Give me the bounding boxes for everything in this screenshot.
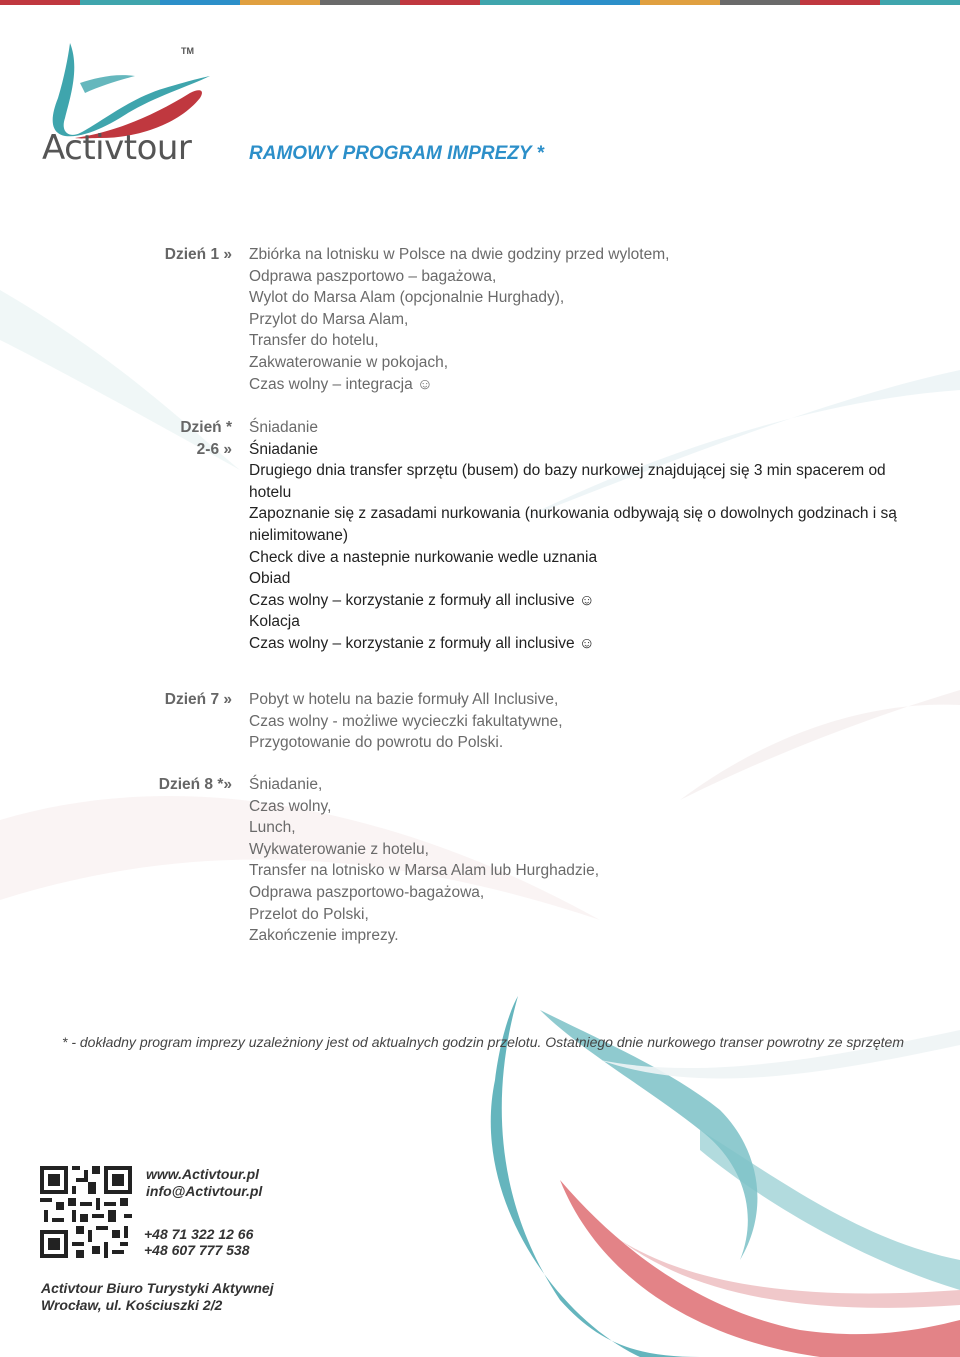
day-2-6-program (249, 417, 929, 655)
qr-code-icon (40, 1166, 132, 1258)
program-line: Czas wolny – korzystanie z formuły all inclusive ☺ (249, 634, 595, 652)
program-line: Wylot do Marsa Alam (opcjonalnie Hurghady), (249, 289, 565, 307)
program-line: Odprawa paszportowo – bagażowa, (249, 267, 497, 285)
phone-number-2: +48 607 777 538 (144, 1242, 250, 1258)
program-line: Śniadanie (249, 419, 318, 436)
day-label-2-6: Dzień * 2-6 » (180, 419, 232, 458)
program-line: Transfer do hotelu, (249, 332, 379, 350)
program-line: Śniadanie, (249, 776, 323, 793)
program-line: Przylot do Marsa Alam, (249, 310, 409, 328)
program-line: Obiad (249, 570, 291, 588)
program-line: Zbiórka na lotnisku w Polsce na dwie godziny przed wylotem, (249, 246, 670, 263)
program-line: Śniadanie (249, 440, 318, 458)
trademark-mark: TM (181, 46, 194, 56)
program-line: Czas wolny – korzystanie z formuły all inclusive ☺ (249, 591, 595, 609)
program-line: Drugiego dnia transfer sprzętu (busem) do bazy nurkowej znajdującej się 3 min spacerem od hotelu (249, 462, 886, 501)
company-address: Wrocław, ul. Kościuszki 2/2 (41, 1297, 223, 1313)
program-line: Czas wolny - możliwe wycieczki fakultatywne, (249, 712, 563, 730)
program-line: Kolacja (249, 613, 300, 631)
program-line: Zakończenie imprezy. (249, 927, 399, 945)
program-line: Check dive a nastepnie nurkowanie wedle uznania (249, 548, 598, 566)
website-link[interactable]: www.Activtour.pl (146, 1166, 260, 1182)
day-1-program (249, 244, 929, 395)
logo-wordmark: Activtour (42, 128, 192, 168)
day-label-7: Dzień 7 » (164, 691, 232, 708)
program-line: Przelot do Polski, (249, 905, 369, 923)
program-line: Przygotowanie do powrotu do Polski. (249, 734, 504, 752)
program-line: Czas wolny, (249, 797, 332, 815)
program-line: Zakwaterowanie w pokojach, (249, 353, 449, 371)
program-line: Odprawa paszportowo-bagażowa, (249, 883, 485, 901)
day-7-program (249, 689, 929, 754)
email-link[interactable]: info@Activtour.pl (146, 1183, 263, 1199)
program-line: Wykwaterowanie z hotelu, (249, 840, 429, 858)
company-name: Activtour Biuro Turystyki Aktywnej (41, 1280, 274, 1296)
footnote: * - dokładny program imprezy uzależniony jest od aktualnych godzin przelotu. Ostatniego dnie nurkowego transer powrotny ze sprzętem (62, 1034, 904, 1050)
page-title: RAMOWY PROGRAM IMPREZY * (249, 143, 544, 164)
program-line: Pobyt w hotelu na bazie formuły All Inclusive, (249, 691, 559, 708)
program-line: Transfer na lotnisko w Marsa Alam lub Hurghadzie, (249, 862, 600, 880)
phone-number-1: +48 71 322 12 66 (144, 1226, 254, 1242)
program-line: Lunch, (249, 819, 296, 837)
program-line: Czas wolny – integracja ☺ (249, 375, 433, 393)
program-line: Zapoznanie się z zasadami nurkowania (nurkowania odbywają się o dowolnych godzinach i są nielimitowane) (249, 505, 897, 544)
day-label-8: Dzień 8 *» (158, 776, 232, 793)
day-8-program (249, 774, 929, 947)
day-label-1: Dzień 1 » (164, 246, 232, 263)
